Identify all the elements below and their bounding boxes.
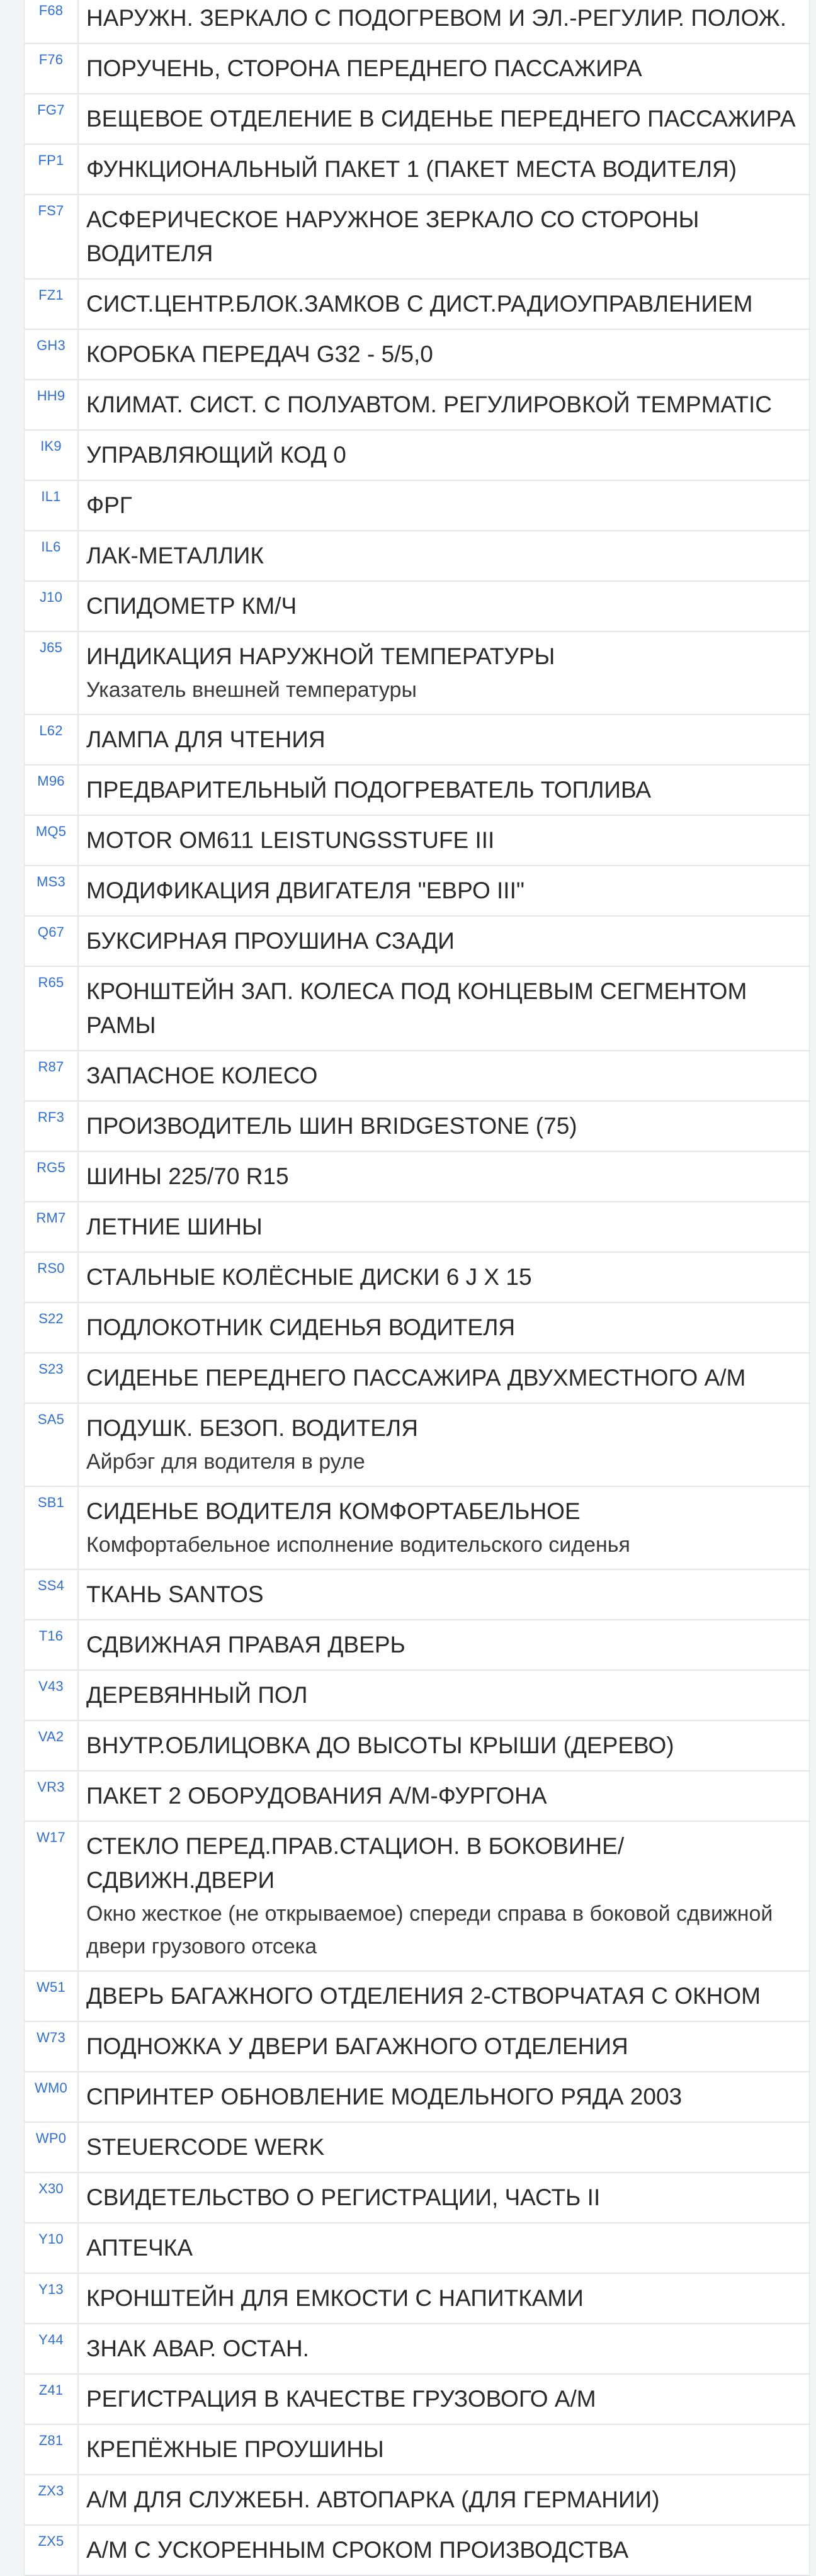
option-description [79,1972,809,2021]
option-title: АСФЕРИЧЕСКОЕ НАРУЖНОЕ ЗЕРКАЛО СО СТОРОНЫ ВОДИТЕЛЯ [86,206,700,266]
option-description [79,816,809,865]
option-row [25,1972,809,2022]
option-description [79,866,809,915]
option-description [79,2173,809,2222]
options-table [24,0,810,2576]
option-code: V43 [25,1671,79,1720]
option-title: ПРОИЗВОДИТЕЛЬ ШИН BRIDGESTONE (75) [86,1113,577,1139]
option-code: ZX5 [25,2526,79,2575]
option-description [79,2375,809,2424]
option-code: W51 [25,1972,79,2021]
option-row [25,967,809,1051]
option-row [25,531,809,582]
option-code: W17 [25,1822,79,1970]
option-title: НАРУЖН. ЗЕРКАЛО С ПОДОГРЕВОМ И ЭЛ.-РЕГУЛИР. ПОЛОЖ. [86,5,786,31]
option-description [79,330,809,379]
option-code: HH9 [25,380,79,429]
option-subtitle: Комфортабельное исполнение водительского сиденья [86,1533,630,1557]
option-title: БУКСИРНАЯ ПРОУШИНА СЗАДИ [86,928,455,954]
option-title: СИДЕНЬЕ ПЕРЕДНЕГО ПАССАЖИРА ДВУХМЕСТНОГО А/М [86,1365,746,1391]
option-description [79,1404,809,1486]
option-row [25,1771,809,1822]
option-code: RF3 [25,1102,79,1151]
option-code: Z81 [25,2425,79,2474]
option-row [25,1487,809,1570]
option-code: RM7 [25,1202,79,1251]
option-description [79,1721,809,1770]
option-title: КРЕПЁЖНЫЕ ПРОУШИНЫ [86,2436,384,2462]
option-row [25,1671,809,1721]
option-row [25,1620,809,1671]
option-title: ЗАПАСНОЕ КОЛЕСО [86,1063,318,1088]
option-code: S22 [25,1303,79,1352]
option-code: SS4 [25,1570,79,1619]
option-row [25,380,809,431]
option-description [79,1570,809,1619]
option-title: ВЕЩЕВОЕ ОТДЕЛЕНИЕ В СИДЕНЬЕ ПЕРЕДНЕГО ПАССАЖИРА [86,106,796,132]
option-description [79,1102,809,1151]
option-row [25,917,809,967]
option-row [25,1303,809,1353]
option-description [79,967,809,1050]
option-code: VR3 [25,1771,79,1821]
option-description [79,195,809,278]
option-description [79,44,809,93]
option-description [79,280,809,329]
option-description [79,632,809,714]
option-row [25,1202,809,1253]
option-code: J10 [25,582,79,631]
option-code: SA5 [25,1404,79,1486]
option-description [79,765,809,815]
option-code: GH3 [25,330,79,379]
option-description [79,380,809,429]
option-description [79,1253,809,1302]
option-row [25,1822,809,1972]
option-code: FG7 [25,94,79,144]
option-code: IL1 [25,481,79,530]
option-title: ПОДУШК. БЕЗОП. ВОДИТЕЛЯ [86,1415,418,1441]
option-title: STEUERCODE WERK [86,2134,325,2160]
option-title: КОРОБКА ПЕРЕДАЧ G32 - 5/5,0 [86,341,433,367]
option-title: ПОДЛОКОТНИК СИДЕНЬЯ ВОДИТЕЛЯ [86,1314,516,1340]
option-row [25,2324,809,2375]
option-title: СТАЛЬНЫЕ КОЛЁСНЫЕ ДИСКИ 6 J X 15 [86,1264,532,1290]
option-code: Y10 [25,2223,79,2273]
option-description [79,2123,809,2172]
option-code: M96 [25,765,79,815]
option-code: Y13 [25,2274,79,2323]
option-title: ФРГ [86,492,132,518]
option-code: VA2 [25,1721,79,1770]
option-code: ZX3 [25,2475,79,2524]
option-title: ПАКЕТ 2 ОБОРУДОВАНИЯ А/М-ФУРГОНА [86,1783,547,1809]
option-title: ПОДНОЖКА У ДВЕРИ БАГАЖНОГО ОТДЕЛЕНИЯ [86,2033,628,2059]
option-row [25,2072,809,2123]
option-title: СТЕКЛО ПЕРЕД.ПРАВ.СТАЦИОН. В БОКОВИНЕ/ СДВИЖН.ДВЕРИ [86,1833,625,1893]
option-row [25,2375,809,2425]
option-title: ФУНКЦИОНАЛЬНЫЙ ПАКЕТ 1 (ПАКЕТ МЕСТА ВОДИТЕЛЯ) [86,156,737,182]
option-title: КРОНШТЕЙН ЗАП. КОЛЕСА ПОД КОНЦЕВЫМ СЕГМЕНТОМ РАМЫ [86,978,747,1038]
option-code: J65 [25,632,79,714]
option-description [79,2274,809,2323]
option-row [25,1102,809,1152]
option-code: W73 [25,2022,79,2071]
option-title: ДЕРЕВЯННЫЙ ПОЛ [86,1682,308,1708]
option-title: СПИДОМЕТР КМ/Ч [86,593,297,619]
option-description [79,2526,809,2575]
option-row [25,2526,809,2576]
option-row [25,44,809,94]
option-row [25,1721,809,1771]
option-code: MS3 [25,866,79,915]
option-description [79,94,809,144]
option-row [25,481,809,531]
option-row [25,280,809,330]
option-code: Y44 [25,2324,79,2373]
option-row [25,816,809,866]
option-title: СИСТ.ЦЕНТР.БЛОК.ЗАМКОВ С ДИСТ.РАДИОУПРАВЛЕНИЕМ [86,291,753,317]
option-code: Q67 [25,917,79,966]
option-description [79,582,809,631]
option-description [79,917,809,966]
option-code: Z41 [25,2375,79,2424]
option-row [25,1404,809,1487]
option-row [25,2425,809,2475]
option-subtitle: Айрбэг для водителя в руле [86,1450,365,1474]
option-code: SB1 [25,1487,79,1569]
option-title: КЛИМАТ. СИСТ. С ПОЛУАВТОМ. РЕГУЛИРОВКОЙ TEMPMATIC [86,392,773,417]
option-description [79,2223,809,2273]
option-row [25,2173,809,2223]
option-title: А/М ДЛЯ СЛУЖЕБН. АВТОПАРКА (ДЛЯ ГЕРМАНИИ) [86,2487,660,2512]
option-description [79,1152,809,1201]
option-row [25,1253,809,1303]
option-subtitle: Указатель внешней температуры [86,678,417,702]
option-description [79,2425,809,2474]
option-row [25,582,809,632]
option-row [25,1353,809,1404]
option-description [79,431,809,480]
option-description [79,531,809,580]
option-title: ВНУТР.ОБЛИЦОВКА ДО ВЫСОТЫ КРЫШИ (ДЕРЕВО) [86,1732,674,1758]
option-description [79,2324,809,2373]
option-row [25,866,809,917]
option-title: ЛАМПА ДЛЯ ЧТЕНИЯ [86,726,326,752]
option-title: MOTOR OM611 LEISTUNGSSTUFE III [86,827,495,853]
option-row [25,715,809,765]
option-code: RS0 [25,1253,79,1302]
option-code: R87 [25,1051,79,1100]
option-row [25,145,809,195]
option-description [79,1051,809,1100]
option-title: СПРИНТЕР ОБНОВЛЕНИЕ МОДЕЛЬНОГО РЯДА 2003 [86,2084,683,2110]
option-row [25,94,809,145]
option-title: СИДЕНЬЕ ВОДИТЕЛЯ КОМФОРТАБЕЛЬНОЕ [86,1498,581,1524]
option-row [25,431,809,481]
option-title: ЛАК-МЕТАЛЛИК [86,543,264,568]
option-row [25,1570,809,1620]
option-title: ЗНАК АВАР. ОСТАН. [86,2336,309,2361]
option-row [25,765,809,816]
option-title: ТКАНЬ SANTOS [86,1581,264,1607]
option-row [25,2274,809,2324]
option-code: FZ1 [25,280,79,329]
option-code: RG5 [25,1152,79,1201]
option-title: ШИНЫ 225/70 R15 [86,1163,289,1189]
option-title: АПТЕЧКА [86,2235,193,2261]
option-description [79,2022,809,2071]
option-row [25,1152,809,1202]
option-code: WP0 [25,2123,79,2172]
option-title: СДВИЖНАЯ ПРАВАЯ ДВЕРЬ [86,1632,405,1658]
option-description [79,2072,809,2121]
option-description [79,2475,809,2524]
option-description [79,145,809,194]
option-code: L62 [25,715,79,764]
option-code: T16 [25,1620,79,1669]
option-row [25,632,809,715]
option-title: УПРАВЛЯЮЩИЙ КОД 0 [86,442,346,468]
option-title: ЛЕТНИЕ ШИНЫ [86,1214,263,1240]
option-title: РЕГИСТРАЦИЯ В КАЧЕСТВЕ ГРУЗОВОГО А/М [86,2386,596,2412]
option-code: R65 [25,967,79,1050]
option-code: IL6 [25,531,79,580]
option-title: КРОНШТЕЙН ДЛЯ ЕМКОСТИ С НАПИТКАМИ [86,2285,584,2311]
option-code: F68 [25,0,79,43]
option-code: FS7 [25,195,79,278]
option-code: X30 [25,2173,79,2222]
option-title: А/М С УСКОРЕННЫМ СРОКОМ ПРОИЗВОДСТВА [86,2537,629,2563]
option-description [79,1771,809,1821]
option-title: ПРЕДВАРИТЕЛЬНЫЙ ПОДОГРЕВАТЕЛЬ ТОПЛИВА [86,777,652,803]
option-title: ИНДИКАЦИЯ НАРУЖНОЙ ТЕМПЕРАТУРЫ [86,643,555,669]
option-row [25,195,809,280]
option-description [79,481,809,530]
option-description [79,1671,809,1720]
option-title: СВИДЕТЕЛЬСТВО О РЕГИСТРАЦИИ, ЧАСТЬ II [86,2184,601,2210]
option-row [25,2022,809,2072]
option-description [79,1620,809,1669]
option-row [25,2123,809,2173]
option-row [25,0,809,44]
option-subtitle: Окно жесткое (не открываемое) спереди справа в боковой сдвижной двери грузового отсека [86,1902,773,1958]
option-row [25,330,809,380]
option-code: WM0 [25,2072,79,2121]
option-description [79,1353,809,1403]
option-description [79,1202,809,1251]
option-title: МОДИФИКАЦИЯ ДВИГАТЕЛЯ "ЕВРО III" [86,878,524,903]
option-row [25,1051,809,1102]
option-description [79,715,809,764]
option-description [79,1822,809,1970]
option-code: F76 [25,44,79,93]
option-description [79,1487,809,1569]
option-row [25,2475,809,2526]
option-code: MQ5 [25,816,79,865]
option-title: ПОРУЧЕНЬ, СТОРОНА ПЕРЕДНЕГО ПАССАЖИРА [86,55,642,81]
option-code: S23 [25,1353,79,1403]
option-description [79,0,809,43]
option-title: ДВЕРЬ БАГАЖНОГО ОТДЕЛЕНИЯ 2-СТВОРЧАТАЯ С ОКНОМ [86,1983,761,2009]
option-code: FP1 [25,145,79,194]
option-code: IK9 [25,431,79,480]
option-description [79,1303,809,1352]
option-row [25,2223,809,2274]
